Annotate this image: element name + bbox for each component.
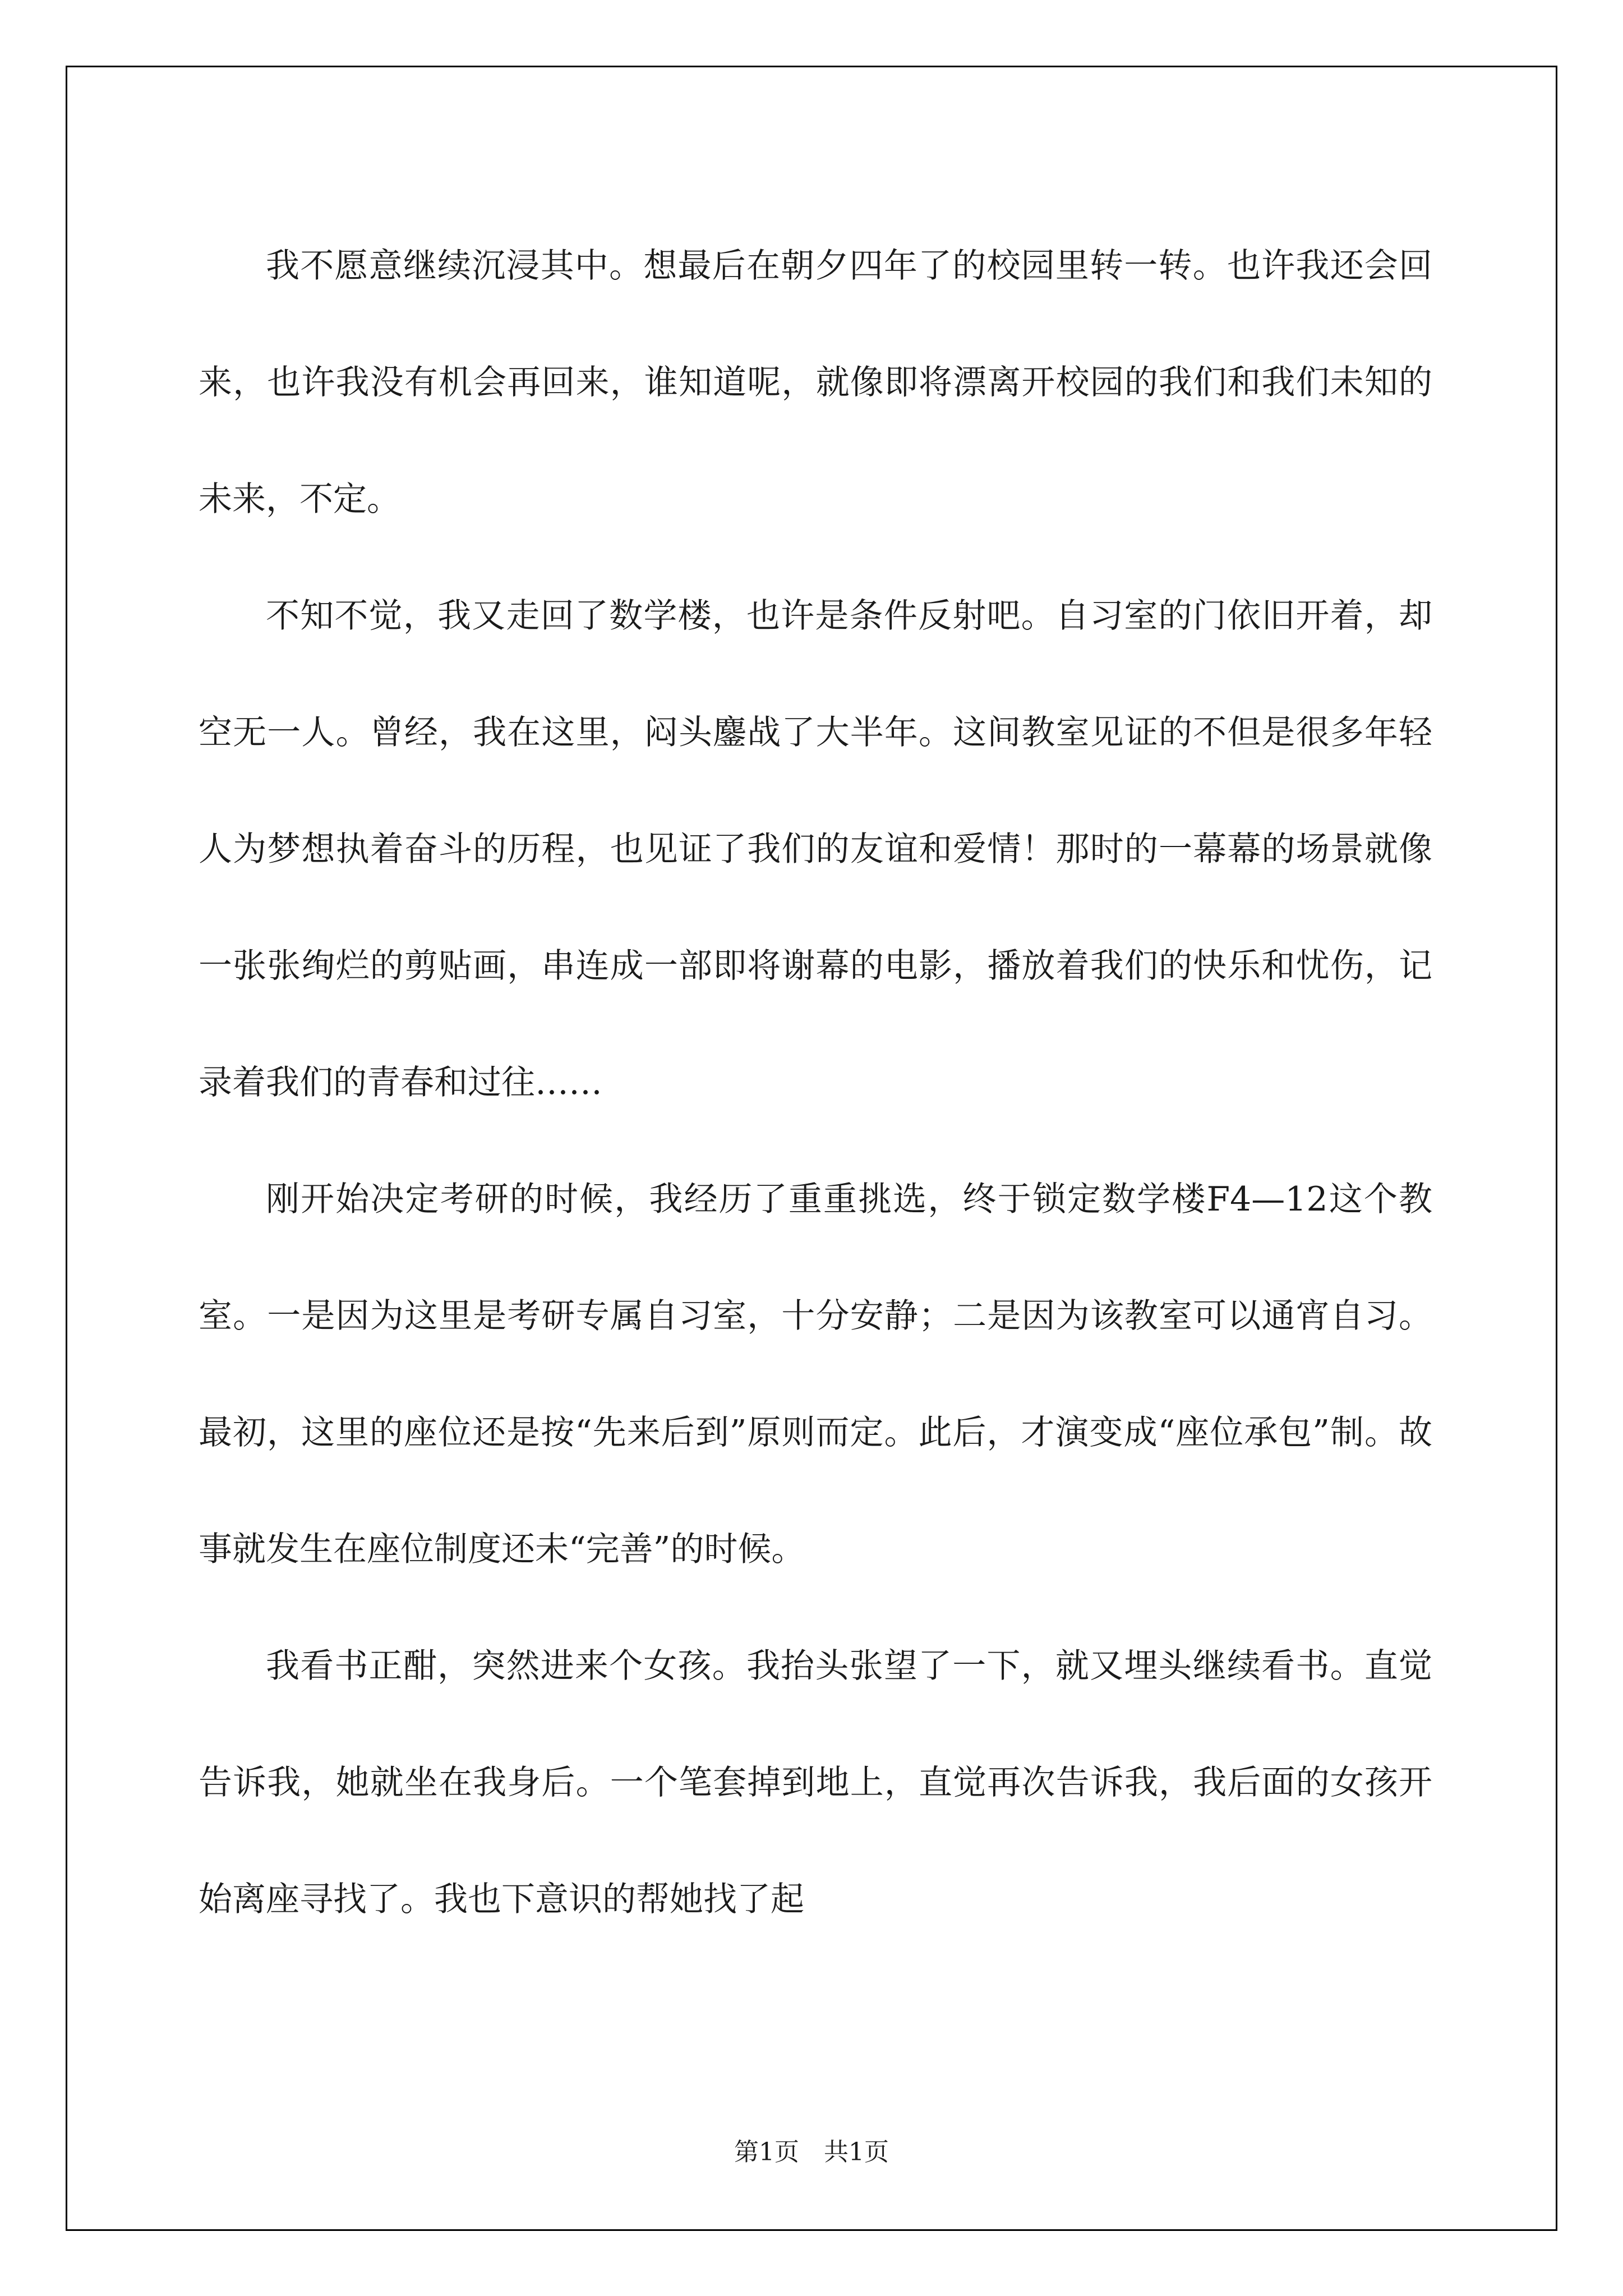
paragraph: 我看书正酣，突然进来个女孩。我抬头张望了一下，就又埋头继续看书。直觉告诉我，她就坐在我身后。一个笔套掉到地上，直觉再次告诉我，我后面的女孩开始离座寻找了。我也下意识的帮她找了起 <box>199 1646 1432 1919</box>
paragraph: 不知不觉，我又走回了数学楼，也许是条件反射吧。自习室的门依旧开着，却空无一人。曾经，我在这里，闷头鏖战了大半年。这间教室见证的不但是很多年轻人为梦想执着奋斗的历程，也见证了我们的友谊和爱情！那时的一幕幕的场景就像一张张绚烂的剪贴画，串连成一部即将谢幕的电影，播放着我们的快乐和忧伤，记录着我们的青春和过往…… <box>199 596 1432 1102</box>
paragraph: 我不愿意继续沉浸其中。想最后在朝夕四年了的校园里转一转。也许我还会回来，也许我没有机会再回来，谁知道呢，就像即将漂离开校园的我们和我们未知的未来，不定。 <box>199 246 1432 519</box>
document-body <box>199 208 1432 1958</box>
page-footer: 第1页 共1页 <box>734 2138 889 2166</box>
paragraph: 刚开始决定考研的时候，我经历了重重挑选，终于锁定数学楼F4—12这个教室。一是因为这里是考研专属自习室，十分安静；二是因为该教室可以通宵自习。最初，这里的座位还是按“先来后到”原则而定。此后，才演变成“座位承包”制。故事就发生在座位制度还未“完善”的时候。 <box>199 1180 1432 1569</box>
